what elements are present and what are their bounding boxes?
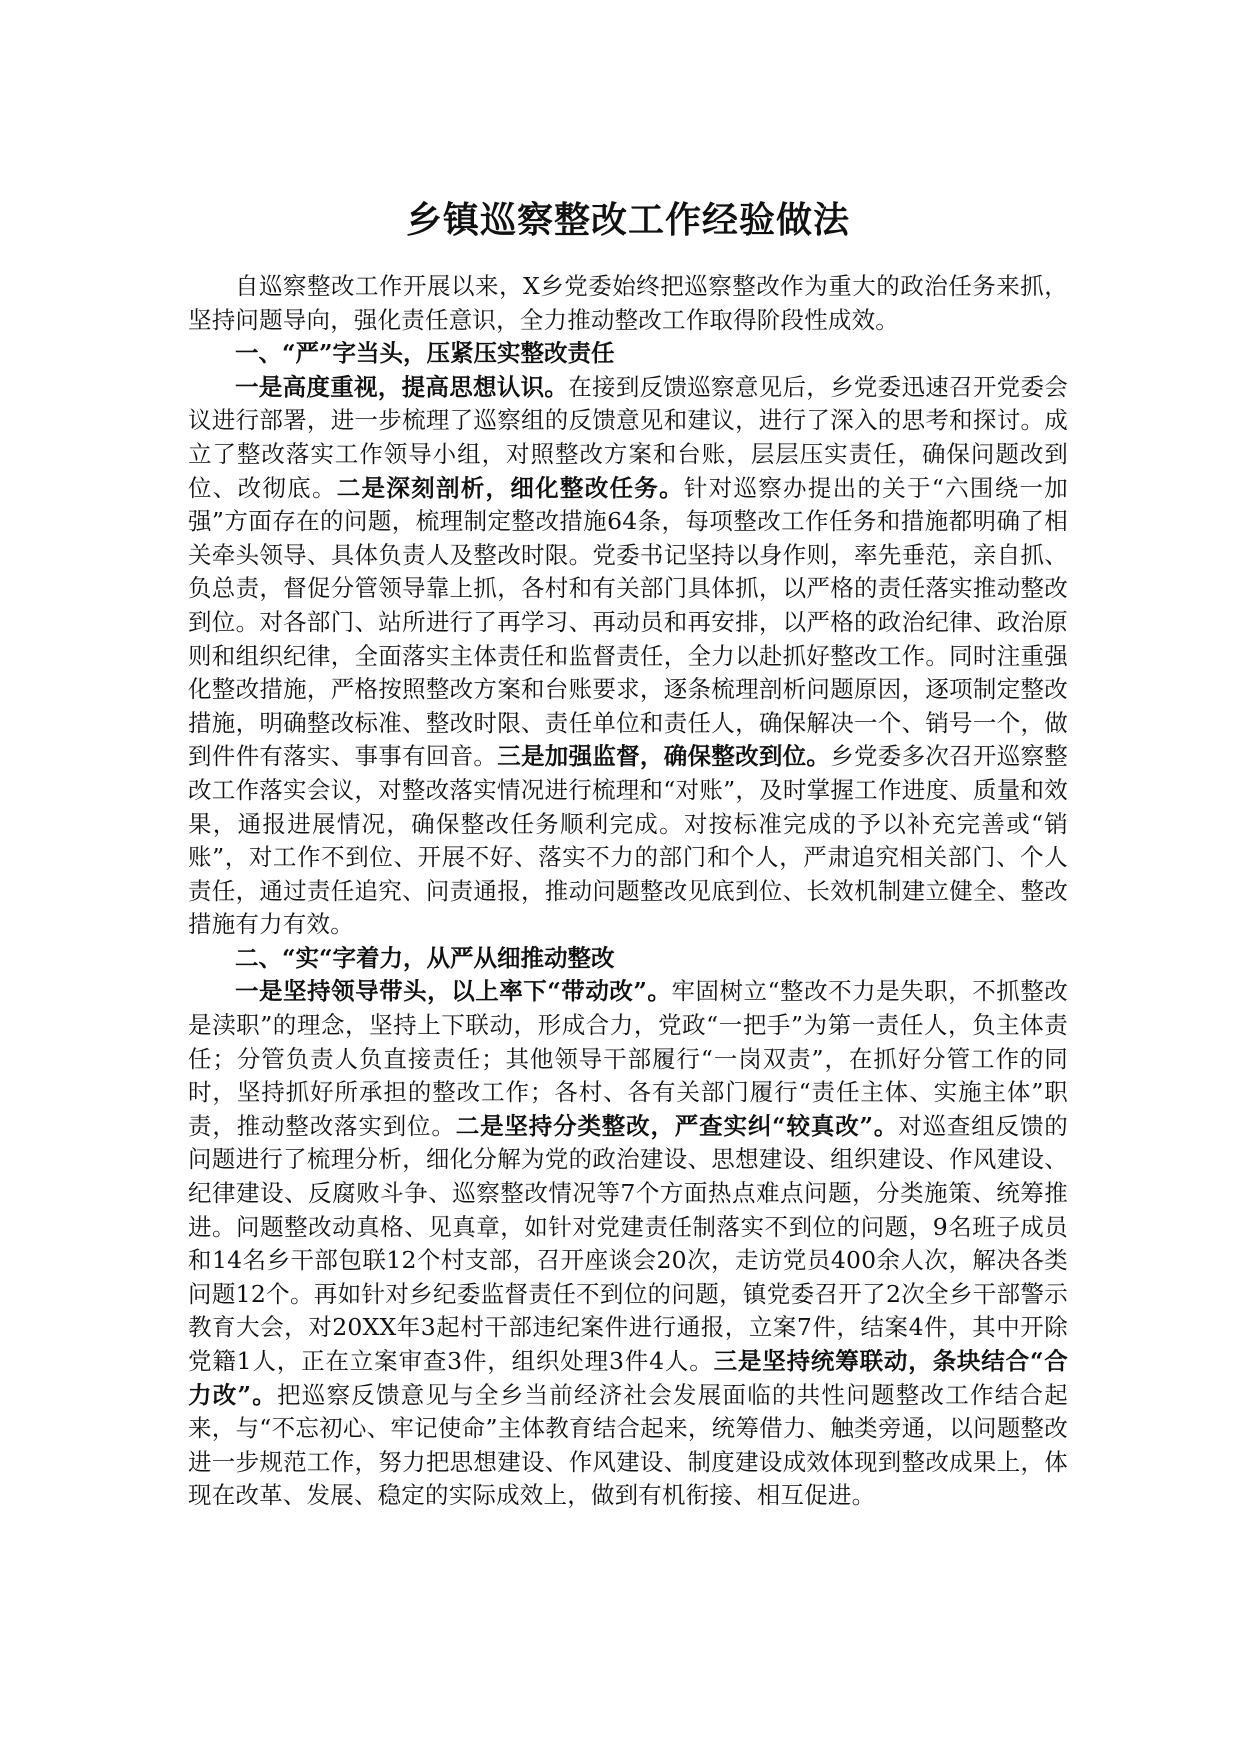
intro-paragraph: 自巡察整改工作开展以来，X乡党委始终把巡察整改作为重大的政治任务来抓，坚持问题导向，强化责任意识，全力推动整改工作取得阶段性成效。 bbox=[188, 272, 1068, 334]
section-2-point-2-lead: 二是坚持分类整改，严查实纠“较真改”。 bbox=[455, 1111, 899, 1140]
section-2-point-1-lead: 一是坚持领导带头，以上率下“带动改”。 bbox=[235, 977, 672, 1006]
section-1-point-3-text: 乡党委多次召开巡察整改工作落实会议，对整改落实情况进行梳理和“对账”，及时掌握工作进度、质量和效果，通报进展情况，确保整改任务顺利完成。对按标准完成的予以补充完善或“销账”，对工作不到位、开展不好、落实不力的部门和个人，严肃追究相关部门、个人责任，通过责任追究、问责通报，推动问题整改见底到位、长效机制建立健全、整改措施有力有效。 bbox=[188, 742, 1068, 939]
document-title: 乡镇巡察整改工作经验做法 bbox=[405, 199, 850, 241]
section-2-heading: 二、“实“字着力，从严从细推动整改 bbox=[235, 943, 615, 972]
section-1-body bbox=[188, 371, 1068, 942]
section-1-point-1-lead: 一是高度重视，提高思想认识。 bbox=[235, 372, 569, 401]
section-2-point-1-text: 牢固树立“整改不力是失职，不抓整改是渎职”的理念，坚持上下联动，形成合力，党政“一把手”为第一责任人，负主体责任；分管负责人负直接责任；其他领导干部履行“一岗双责”，在抓好分管工作的同时，坚持抓好所承担的整改工作；各村、各有关部门履行“责任主体、实施主体”职责，推动整改落实到位。 bbox=[188, 977, 1068, 1140]
section-1-point-1-text: 在接到反馈巡察意见后，乡党委迅速召开党委会议进行部署，进一步梳理了巡察组的反馈意见和建议，进行了深入的思考和探讨。成立了整改落实工作领导小组，对照整改方案和台账，层层压实责任，确保问题改到位、改彻底。 bbox=[188, 372, 1068, 502]
section-1-heading: 一、“严”字当头，压紧压实整改责任 bbox=[235, 339, 615, 368]
document-page bbox=[188, 196, 1068, 1513]
section-1-point-2-text: 针对巡察办提出的关于“六围绕一加强”方面存在的问题，梳理制定整改措施64条，每项整改工作任务和措施都明确了相关牵头领导、具体负责人及整改时限。党委书记坚持以身作则，率先垂范，亲自抓、负总责，督促分管领导靠上抓，各村和有关部门具体抓，以严格的责任落实推动整改到位。对各部门、站所进行了再学习、再动员和再安排，以严格的政治纪律、政治原则和组织纪律，全面落实主体责任和监督责任，全力以赴抓好整改工作。同时注重强化整改措施，严格按照整改方案和台账要求，逐条梳理剖析问题原因，逐项制定整改措施，明确整改标准、整改时限、责任单位和责任人，确保解决一个、销号一个，做到件件有落实、事事有回音。 bbox=[188, 473, 1068, 771]
section-1-point-3-lead: 三是加强监督，确保整改到位。 bbox=[497, 742, 831, 771]
section-1-point-2-lead: 二是深刻剖析，细化整改任务。 bbox=[336, 473, 684, 502]
section-2-point-3-lead: 三是坚持统筹联动，条块结合“合力改”。 bbox=[188, 1347, 1068, 1409]
section-2-point-2-text: 对巡查组反馈的问题进行了梳理分析，细化分解为党的政治建设、思想建设、组织建设、作风建设、纪律建设、反腐败斗争、巡察整改情况等7个方面热点难点问题，分类施策、统筹推进。问题整改动真格、见真章，如针对党建责任制落实不到位的问题，9名班子成员和14名乡干部包联12个村支部，召开座谈会20次，走访党员400余人次，解决各类问题12个。再如针对乡纪委监督责任不到位的问题，镇党委召开了2次全乡干部警示教育大会，对20XX年3起村干部违纪案件进行通报，立案7件，结案4件，其中开除党籍1人，正在立案审查3件，组织处理3件4人。 bbox=[188, 1111, 1068, 1375]
section-2-body bbox=[188, 975, 1068, 1513]
section-2-point-3-text: 把巡察反馈意见与全乡当前经济社会发展面临的共性问题整改工作结合起来，与“不忘初心、牢记使命”主体教育结合起来，统筹借力、触类旁通，以问题整改进一步规范工作，努力把思想建设、作风建设、制度建设成效体现到整改成果上，体现在改革、发展、稳定的实际成效上，做到有机衔接、相互促进。 bbox=[188, 1380, 1068, 1510]
